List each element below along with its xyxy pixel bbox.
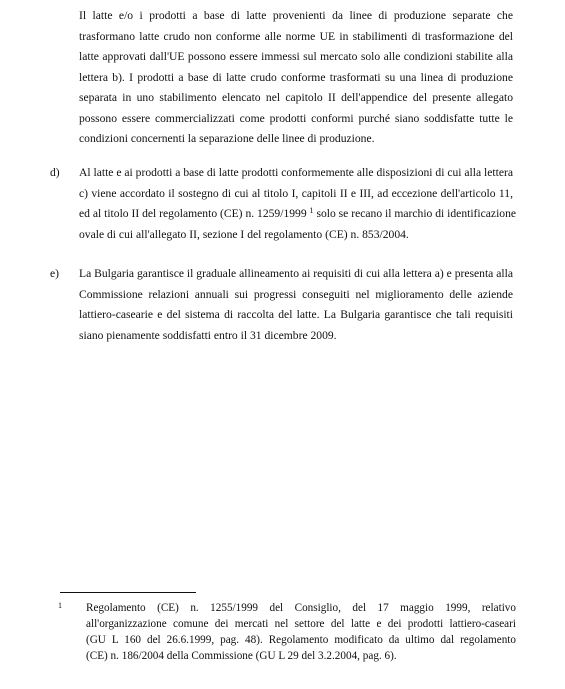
footnote-line: all'organizzazione comune dei mercati nel settore del latte e dei prodotti lattiero-caseari: [86, 618, 516, 630]
item-e-paragraph: [79, 264, 513, 346]
footnote-marker: 1: [58, 601, 62, 610]
item-e-line: lattiero-casearie e del sistema di raccolta del latte. La Bulgaria garantisce che tali requisiti: [79, 308, 513, 321]
intro-line: separata in uno stabilimento elencato nel capitolo II dell'appendice del presente allegato: [79, 91, 513, 104]
footnote-line: (CE) n. 186/2004 della Commissione (GU L 29 del 3.2.2004, pag. 6).: [86, 650, 397, 662]
intro-paragraph: [79, 6, 513, 150]
footnote-line: (GU L 160 del 26.6.1999, pag. 48). Regolamento modificato da ultimo dal regolamento: [86, 634, 516, 646]
item-d-marker: d): [50, 166, 60, 179]
item-d-text: solo se recano il marchio di identificazione: [313, 207, 517, 220]
item-e-line: siano pienamente soddisfatti entro il 31 dicembre 2009.: [79, 328, 337, 342]
intro-line: lettera b). I prodotti a base di latte crudo conforme trasformati su una linea di produzione: [79, 70, 513, 84]
item-e-line: La Bulgaria garantisce il graduale allineamento ai requisiti di cui alla lettera a) e presenta alla: [79, 267, 513, 280]
item-e-line: Commissione relazioni annuali sui progressi conseguiti nel miglioramento delle aziende: [79, 287, 513, 301]
footnote-separator: [60, 592, 196, 593]
item-d-line: Al latte e ai prodotti a base di latte prodotti conformemente alle disposizioni di cui alla lettera: [79, 166, 513, 179]
item-d-line: [79, 204, 517, 225]
intro-line: Il latte e/o i prodotti a base di latte provenienti da linee di produzione separate che: [79, 9, 513, 22]
item-e-marker: e): [50, 267, 60, 280]
item-d-line: c) viene accordato il sostegno di cui al titolo I, capitoli II e III, ad eccezione dell'articolo 11,: [79, 186, 513, 200]
footnote-reference: 1: [309, 206, 314, 215]
intro-line: latte approvati dall'UE possono essere immessi sul mercato solo alle condizioni stabilite alla: [79, 50, 513, 63]
item-d-text: ed al titolo II del regolamento (CE) n. 1259/1999: [79, 207, 307, 220]
item-d-line: ovale di cui all'allegato II, sezione I del regolamento (CE) n. 853/2004.: [79, 227, 409, 241]
intro-line: possono essere commercializzati come prodotti conformi purché siano soddisfatte tutte le: [79, 111, 513, 125]
intro-line: condizioni concernenti la separazione delle linee di produzione.: [79, 132, 375, 145]
footnote-line: Regolamento (CE) n. 1255/1999 del Consiglio, del 17 maggio 1999, relativo: [86, 602, 516, 614]
item-d-paragraph: [79, 163, 517, 245]
intro-line: trasformano latte crudo non conforme alle norme UE in stabilimenti di trasformazione del: [79, 29, 513, 43]
footnote-text: [86, 600, 516, 664]
